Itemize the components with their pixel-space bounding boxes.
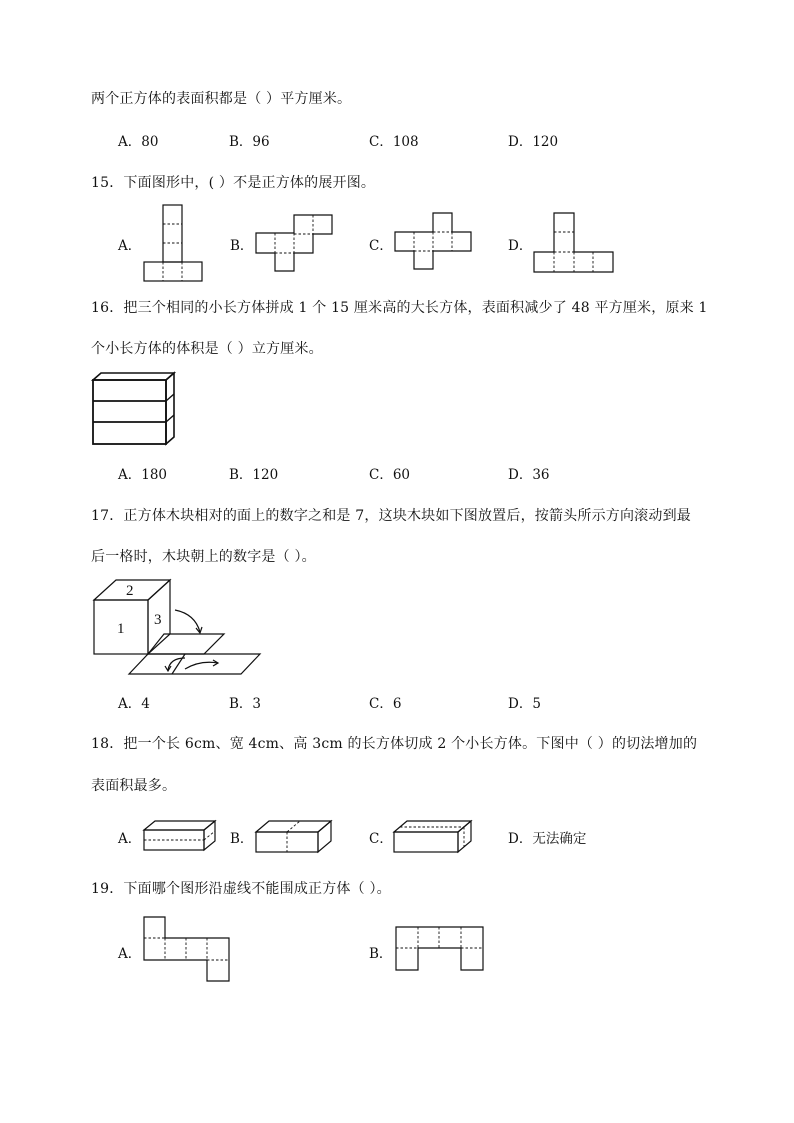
q18-cuboid-c-figure <box>393 820 473 854</box>
q16-option-d[interactable]: D．36 <box>508 467 550 483</box>
q14-stem: 两个正方体的表面积都是（ ）平方厘米。 <box>91 91 352 107</box>
q15-label-b[interactable]: B． <box>230 238 254 254</box>
q15-net-d-figure <box>533 212 615 274</box>
q14-option-c[interactable]: C．108 <box>369 134 419 150</box>
q15-net-a-figure <box>143 204 203 282</box>
q17-option-a[interactable]: A．4 <box>118 696 150 712</box>
cube-front-number: 1 <box>117 621 125 637</box>
q16-stem-line1: 16．把三个相同的小长方体拼成 1 个 15 厘米高的大长方体，表面积减少了 48 平方厘米，原来 1 <box>91 300 708 316</box>
q16-option-b[interactable]: B．120 <box>229 467 279 483</box>
cube-side-number: 3 <box>154 612 162 628</box>
q16-option-a[interactable]: A．180 <box>118 467 168 483</box>
q15-label-c[interactable]: C． <box>369 238 393 254</box>
q19-label-b[interactable]: B． <box>369 946 393 962</box>
q19-stem: 19．下面哪个图形沿虚线不能围成正方体（ ）。 <box>91 881 391 897</box>
q17-option-d[interactable]: D．5 <box>508 696 541 712</box>
q18-cuboid-a-figure <box>143 820 217 852</box>
q16-stacked-cuboids-figure <box>92 372 176 446</box>
q17-stem-line2: 后一格时，木块朝上的数字是（ ）。 <box>91 549 316 565</box>
q17-option-c[interactable]: C．6 <box>369 696 402 712</box>
q18-label-d[interactable]: D．无法确定 <box>508 831 587 847</box>
q19-label-a[interactable]: A． <box>118 946 142 962</box>
q15-label-a[interactable]: A． <box>118 238 142 254</box>
q18-label-a[interactable]: A． <box>118 831 142 847</box>
q18-label-b[interactable]: B． <box>230 831 254 847</box>
q14-option-b[interactable]: B．96 <box>229 134 270 150</box>
q18-cuboid-b-figure <box>255 820 333 854</box>
q18-stem-line2: 表面积最多。 <box>91 778 177 794</box>
q14-option-a[interactable]: A．80 <box>118 134 159 150</box>
q15-label-d[interactable]: D． <box>508 238 533 254</box>
q17-stem-line1: 17．正方体木块相对的面上的数字之和是 7，这块木块如下图放置后，按箭头所示方向滚动到最 <box>91 508 691 524</box>
q16-stem-line2: 个小长方体的体积是（ ）立方厘米。 <box>91 341 323 357</box>
q16-option-c[interactable]: C．60 <box>369 467 411 483</box>
q15-stem: 15．下面图形中，( ）不是正方体的展开图。 <box>91 175 376 191</box>
q14-option-d[interactable]: D．120 <box>508 134 559 150</box>
q15-net-c-figure <box>394 212 472 270</box>
cube-top-number: 2 <box>126 583 134 599</box>
q19-net-b-figure <box>395 926 485 972</box>
q18-label-c[interactable]: C． <box>369 831 393 847</box>
q17-option-b[interactable]: B．3 <box>229 696 262 712</box>
q18-stem-line1: 18．把一个长 6cm、宽 4cm、高 3cm 的长方体切成 2 个小长方体。下图中（ ）的切法增加的 <box>91 736 698 752</box>
q15-net-b-figure <box>255 214 333 272</box>
q17-cube-rolling-figure <box>92 578 264 678</box>
q19-net-a-figure <box>143 916 231 984</box>
